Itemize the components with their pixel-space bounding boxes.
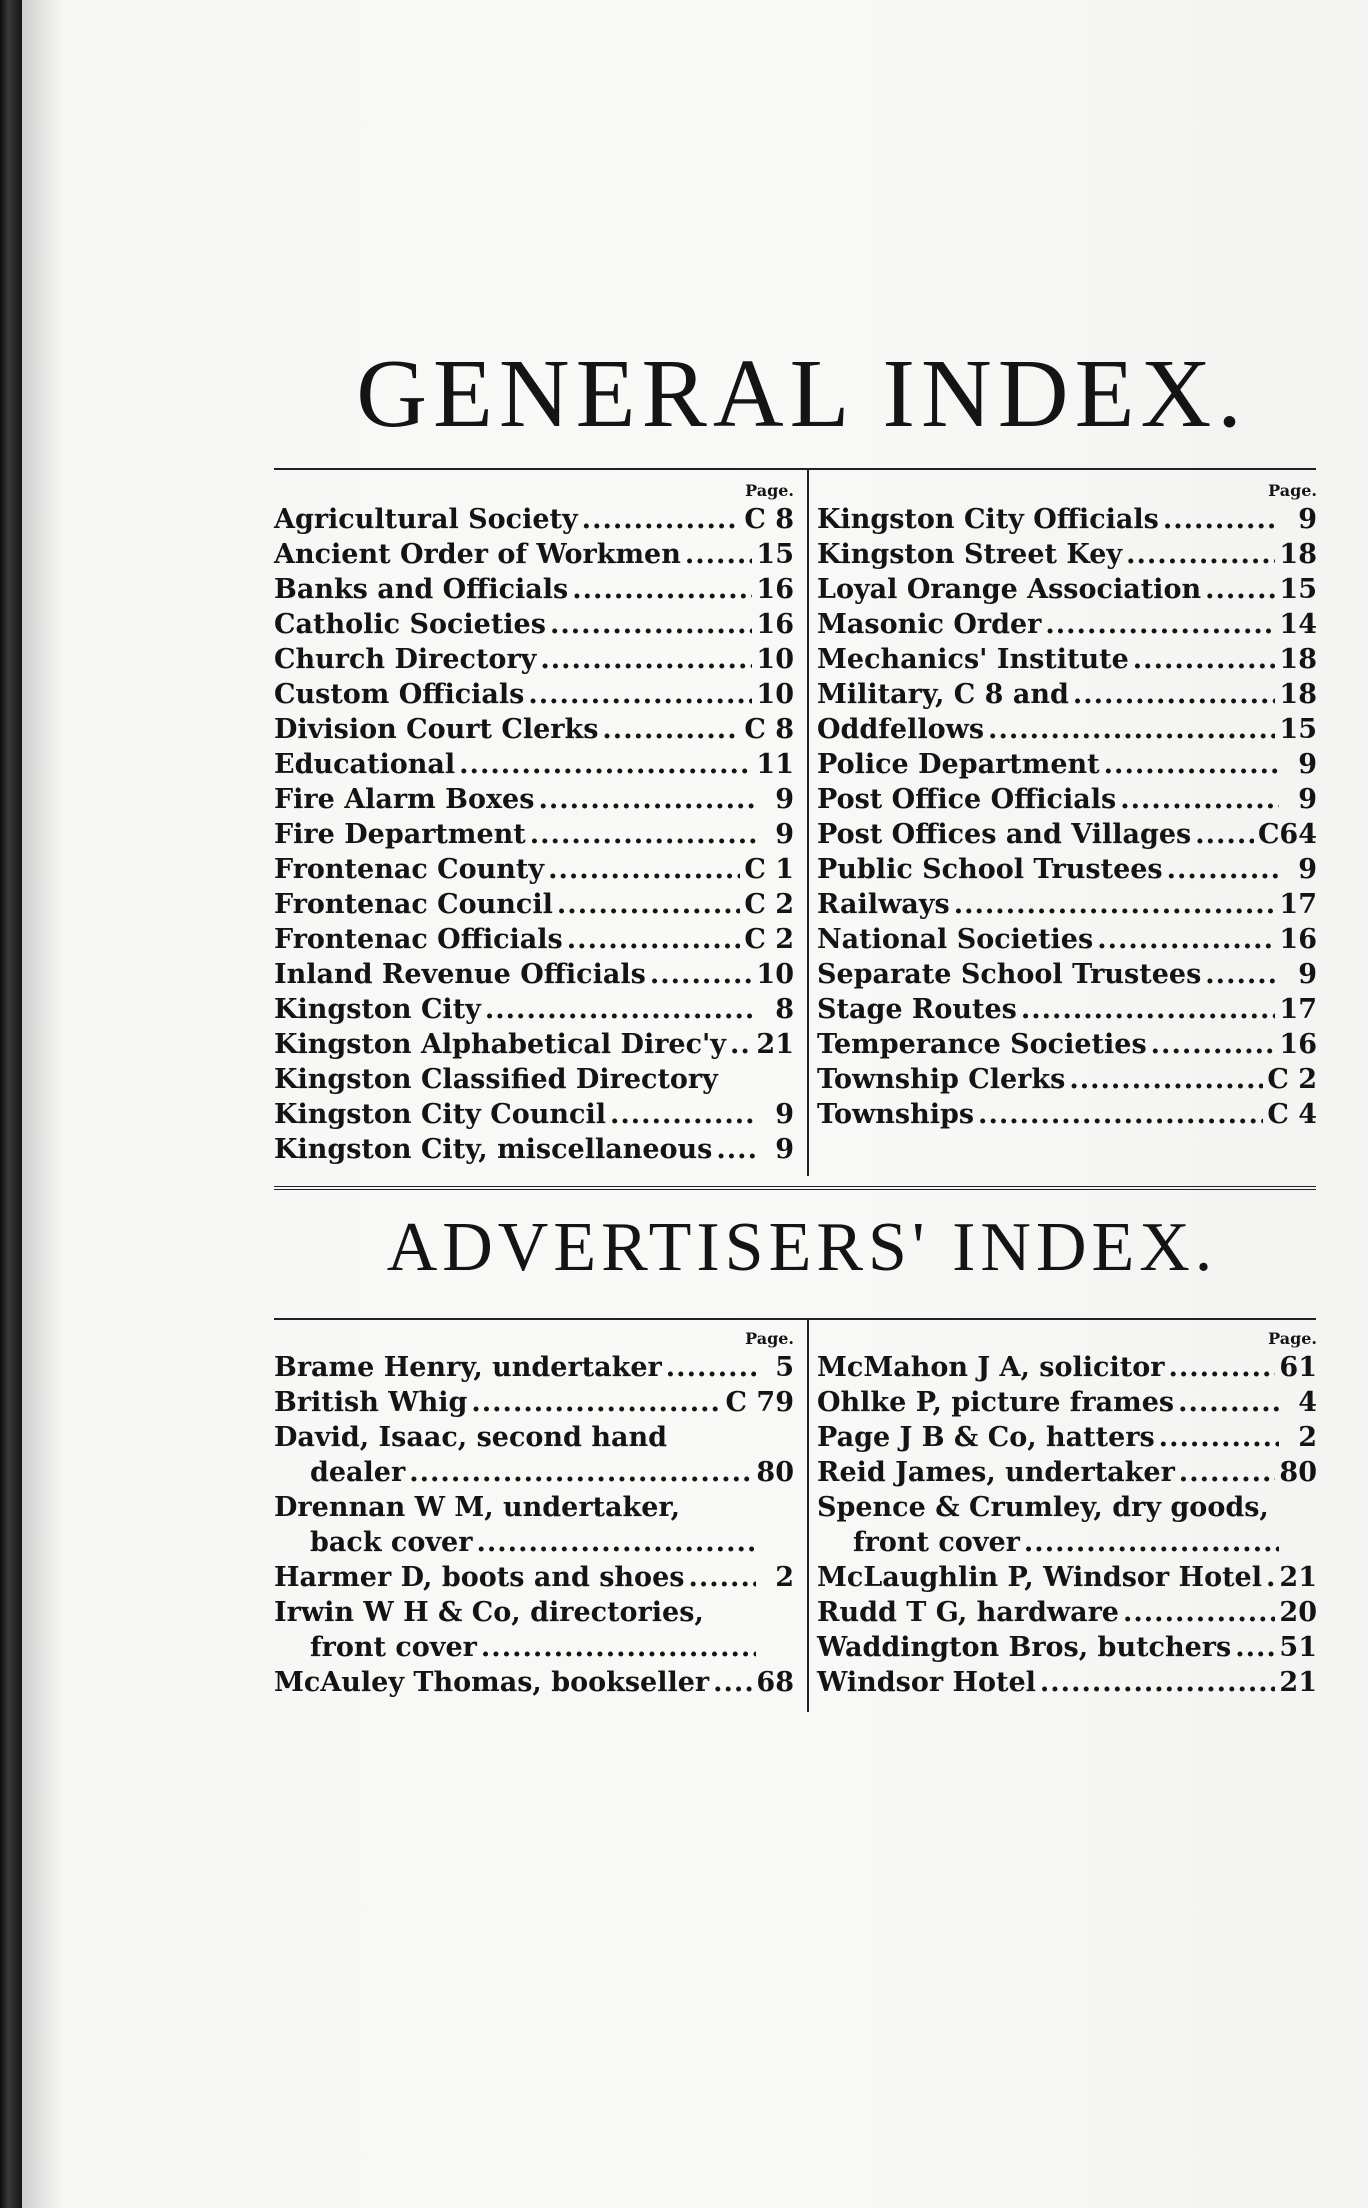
- entry-page: 10: [756, 679, 794, 710]
- advertiser-entry: [817, 1595, 1317, 1630]
- entry-page: 9: [1298, 959, 1317, 990]
- advertisers-index-right-column: [817, 1328, 1317, 1700]
- index-entry: [817, 1027, 1317, 1062]
- entry-page: C64: [1257, 819, 1317, 850]
- entry-page: 14: [1279, 609, 1317, 640]
- entry-page: 17: [1279, 889, 1317, 920]
- advertiser-name: Harmer D, boots and shoes: [274, 1562, 685, 1593]
- page-column-header: Page.: [1268, 481, 1317, 500]
- divider-rule: [274, 1318, 1316, 1320]
- index-entry: [274, 782, 794, 817]
- leader-dots: [610, 1097, 756, 1132]
- entry-name: Townships: [817, 1099, 975, 1130]
- leader-dots: [602, 712, 740, 747]
- leader-dots: [1045, 607, 1275, 642]
- entry-name: Military, C 8 and: [817, 679, 1069, 710]
- advertiser-entry: [817, 1560, 1317, 1595]
- advertiser-page: 4: [1298, 1387, 1317, 1418]
- entry-page: 10: [756, 644, 794, 675]
- leader-dots: [540, 642, 752, 677]
- leader-dots: [1024, 1525, 1279, 1560]
- leader-dots: [954, 887, 1276, 922]
- advertiser-line: [274, 1385, 794, 1420]
- leader-dots: [538, 782, 756, 817]
- entry-page: 9: [775, 1134, 794, 1165]
- leader-dots: [471, 1385, 721, 1420]
- advertiser-page: C 79: [725, 1387, 794, 1418]
- leader-dots: [550, 607, 752, 642]
- advertiser-entry: [817, 1350, 1317, 1385]
- entry-name: Church Directory: [274, 644, 537, 675]
- advertiser-continuation: [817, 1525, 1317, 1560]
- leader-dots: [1195, 817, 1254, 852]
- advertiser-name: Waddington Bros, butchers: [817, 1632, 1232, 1663]
- advertiser-line: [817, 1350, 1317, 1385]
- entry-name: Loyal Orange Association: [817, 574, 1202, 605]
- advertiser-line: [274, 1350, 794, 1385]
- leader-dots: [1151, 1027, 1276, 1062]
- advertiser-cont-text: back cover: [310, 1527, 473, 1558]
- leader-dots: [481, 1630, 756, 1665]
- index-entry: [274, 887, 794, 922]
- leader-dots: [1167, 852, 1279, 887]
- entry-page: C 2: [744, 924, 794, 955]
- leader-dots: [476, 1525, 756, 1560]
- index-entry: [274, 572, 794, 607]
- advertiser-line: [817, 1560, 1317, 1595]
- entry-name: Kingston Classified Directory: [274, 1064, 718, 1095]
- entry-page: 18: [1279, 644, 1317, 675]
- advertiser-page: 68: [756, 1667, 794, 1698]
- column-divider: [807, 470, 809, 1176]
- index-entry: [274, 1097, 794, 1132]
- index-entry: [274, 677, 794, 712]
- entry-page: C 2: [744, 889, 794, 920]
- entry-name: Frontenac County: [274, 854, 545, 885]
- advertiser-name: Rudd T G, hardware: [817, 1597, 1119, 1628]
- leader-dots: [1097, 922, 1275, 957]
- leader-dots: [557, 887, 740, 922]
- entry-name: Kingston City, miscellaneous: [274, 1134, 713, 1165]
- entry-page: C 2: [1267, 1064, 1317, 1095]
- advertiser-name: Reid James, undertaker: [817, 1457, 1175, 1488]
- entry-name: Division Court Clerks: [274, 714, 599, 745]
- entry-page: 21: [756, 1029, 794, 1060]
- advertiser-name: Page J B & Co, hatters: [817, 1422, 1155, 1453]
- entry-name: Catholic Societies: [274, 609, 546, 640]
- index-entry: [817, 992, 1317, 1027]
- entry-name: Custom Officials: [274, 679, 525, 710]
- entry-name: Masonic Order: [817, 609, 1042, 640]
- index-entry: [274, 992, 794, 1027]
- index-entry: [274, 747, 794, 782]
- advertiser-entry: [274, 1665, 794, 1700]
- entry-name: Frontenac Council: [274, 889, 553, 920]
- entry-name: Oddfellows: [817, 714, 985, 745]
- entry-page: 15: [756, 539, 794, 570]
- advertiser-page: 80: [756, 1457, 794, 1488]
- index-entry: [817, 502, 1317, 537]
- advertiser-page: 21: [1279, 1562, 1317, 1593]
- advertisers-index-title: ADVERTISERS' INDEX.: [386, 1209, 1218, 1286]
- entry-page: 16: [756, 574, 794, 605]
- page-column-header: Page.: [1268, 1329, 1317, 1348]
- index-entry: [817, 852, 1317, 887]
- advertiser-page: 51: [1279, 1632, 1317, 1663]
- index-entry: [274, 607, 794, 642]
- advertiser-name: McLaughlin P, Windsor Hotel: [817, 1562, 1262, 1593]
- entry-page: 9: [1298, 504, 1317, 535]
- advertiser-line: [817, 1630, 1317, 1665]
- leader-dots: [1178, 1385, 1279, 1420]
- advertiser-entry: [274, 1350, 794, 1385]
- leader-dots: [567, 922, 741, 957]
- advertiser-page: 20: [1279, 1597, 1317, 1628]
- leader-dots: [572, 572, 752, 607]
- leader-dots: [688, 1560, 756, 1595]
- index-entry: [817, 887, 1317, 922]
- index-entry: [274, 712, 794, 747]
- leader-dots: [459, 747, 752, 782]
- advertiser-line: [274, 1560, 794, 1595]
- general-index-left-column: [274, 480, 794, 1167]
- entry-page: 16: [1279, 924, 1317, 955]
- entry-name: Kingston Alphabetical Direc'y: [274, 1029, 726, 1060]
- leader-dots: [528, 677, 752, 712]
- leader-dots: [1205, 957, 1279, 992]
- leader-dots: [530, 817, 756, 852]
- advertiser-entry: [817, 1420, 1317, 1455]
- leader-dots: [1126, 537, 1275, 572]
- entry-name: Temperance Societies: [817, 1029, 1147, 1060]
- index-entry: [817, 817, 1317, 852]
- leader-dots: [650, 957, 753, 992]
- advertiser-entry: [817, 1665, 1317, 1700]
- advertiser-page: 61: [1279, 1352, 1317, 1383]
- entry-page: 9: [775, 1099, 794, 1130]
- leader-dots: [1168, 1350, 1275, 1385]
- advertiser-name: McAuley Thomas, bookseller: [274, 1667, 710, 1698]
- leader-dots: [409, 1455, 752, 1490]
- leader-dots: [716, 1132, 756, 1167]
- advertiser-name: Irwin W H & Co, directories,: [274, 1597, 704, 1628]
- leader-dots: [1120, 782, 1279, 817]
- general-index-title: GENERAL INDEX.: [356, 340, 1248, 448]
- entry-page: 11: [756, 749, 794, 780]
- entry-name: Educational: [274, 749, 456, 780]
- advertisers-index-left-column: [274, 1328, 794, 1700]
- entry-name: Mechanics' Institute: [817, 644, 1129, 675]
- index-entry: [274, 852, 794, 887]
- advertiser-page: 80: [1279, 1457, 1317, 1488]
- leader-dots: [1179, 1455, 1276, 1490]
- index-entry: [274, 537, 794, 572]
- leader-dots: [485, 992, 756, 1027]
- entry-name: Railways: [817, 889, 950, 920]
- advertiser-cont-text: front cover: [853, 1527, 1020, 1558]
- entry-page: 18: [1279, 539, 1317, 570]
- advertiser-line: [817, 1595, 1317, 1630]
- leader-dots: [1205, 572, 1275, 607]
- advertiser-name: Windsor Hotel: [817, 1667, 1036, 1698]
- advertiser-page: 2: [1298, 1422, 1317, 1453]
- advertiser-cont-text: front cover: [310, 1632, 477, 1663]
- advertiser-entry: [817, 1490, 1317, 1560]
- index-entry: [274, 817, 794, 852]
- leader-dots: [713, 1665, 752, 1700]
- advertiser-line: [817, 1665, 1317, 1700]
- entry-name: Kingston City Council: [274, 1099, 606, 1130]
- entry-page: 18: [1279, 679, 1317, 710]
- leader-dots: [730, 1027, 752, 1062]
- leader-dots: [685, 537, 753, 572]
- entry-name: Separate School Trustees: [817, 959, 1202, 990]
- entry-name: Ancient Order of Workmen: [274, 539, 681, 570]
- leader-dots: [666, 1350, 756, 1385]
- leader-dots: [978, 1097, 1263, 1132]
- index-entry: [817, 957, 1317, 992]
- index-entry: [817, 642, 1317, 677]
- advertiser-line: [274, 1490, 794, 1525]
- index-page: [22, 0, 1368, 2208]
- index-entry: [274, 1027, 794, 1062]
- entry-page: 15: [1279, 714, 1317, 745]
- entry-page: 9: [775, 784, 794, 815]
- leader-dots: [1235, 1630, 1275, 1665]
- divider-rule: [274, 468, 1316, 470]
- index-entry: [274, 1062, 794, 1097]
- column-divider: [807, 1320, 809, 1712]
- index-entry: [274, 502, 794, 537]
- entry-page: 10: [756, 959, 794, 990]
- advertiser-line: [817, 1385, 1317, 1420]
- entry-page: 9: [775, 819, 794, 850]
- index-entry: [817, 572, 1317, 607]
- advertiser-continuation: [274, 1525, 794, 1560]
- entry-name: Frontenac Officials: [274, 924, 563, 955]
- index-entry: [817, 712, 1317, 747]
- entry-name: National Societies: [817, 924, 1094, 955]
- leader-dots: [1123, 1595, 1275, 1630]
- book-spine: [0, 0, 22, 2208]
- advertiser-name: Drennan W M, undertaker,: [274, 1492, 681, 1523]
- index-entry: [274, 1132, 794, 1167]
- entry-name: Inland Revenue Officials: [274, 959, 646, 990]
- advertiser-continuation: [274, 1455, 794, 1490]
- leader-dots: [1040, 1665, 1276, 1700]
- advertiser-name: McMahon J A, solicitor: [817, 1352, 1165, 1383]
- entry-name: Post Office Officials: [817, 784, 1117, 815]
- general-index-right-column: [817, 480, 1317, 1132]
- entry-name: Kingston Street Key: [817, 539, 1123, 570]
- index-entry: [274, 957, 794, 992]
- index-entry: [817, 747, 1317, 782]
- advertiser-entry: [274, 1490, 794, 1560]
- leader-dots: [582, 502, 741, 537]
- entry-page: C 8: [744, 504, 794, 535]
- advertiser-page: 2: [775, 1562, 794, 1593]
- page-column-header: Page.: [745, 1329, 794, 1348]
- entry-page: 17: [1279, 994, 1317, 1025]
- index-entry: [274, 922, 794, 957]
- advertiser-line: [274, 1595, 794, 1630]
- entry-page: C 4: [1267, 1099, 1317, 1130]
- entry-name: Township Clerks: [817, 1064, 1066, 1095]
- entry-page: 15: [1279, 574, 1317, 605]
- leader-dots: [1073, 677, 1276, 712]
- advertiser-line: [817, 1455, 1317, 1490]
- index-entry: [817, 677, 1317, 712]
- leader-dots: [1104, 747, 1279, 782]
- entry-page: C 1: [744, 854, 794, 885]
- entry-name: Fire Alarm Boxes: [274, 784, 535, 815]
- entry-page: 8: [775, 994, 794, 1025]
- entry-page: 9: [1298, 784, 1317, 815]
- advertiser-line: [274, 1665, 794, 1700]
- leader-dots: [988, 712, 1275, 747]
- advertiser-entry: [817, 1385, 1317, 1420]
- entry-page: C 8: [744, 714, 794, 745]
- entry-name: Public School Trustees: [817, 854, 1163, 885]
- advertiser-name: British Whig: [274, 1387, 468, 1418]
- index-entry: [817, 782, 1317, 817]
- entry-page: 16: [1279, 1029, 1317, 1060]
- index-entry: [817, 607, 1317, 642]
- entry-page: 16: [756, 609, 794, 640]
- entry-name: Kingston City: [274, 994, 481, 1025]
- advertiser-page: 21: [1279, 1667, 1317, 1698]
- entry-name: Police Department: [817, 749, 1100, 780]
- advertiser-line: [817, 1490, 1317, 1525]
- leader-dots: [1266, 1560, 1275, 1595]
- advertiser-name: Ohlke P, picture frames: [817, 1387, 1175, 1418]
- advertiser-entry: [274, 1560, 794, 1595]
- advertiser-name: David, Isaac, second hand: [274, 1422, 667, 1453]
- entry-name: Fire Department: [274, 819, 526, 850]
- advertiser-entry: [817, 1455, 1317, 1490]
- leader-dots: [1163, 502, 1279, 537]
- entry-page: 9: [1298, 749, 1317, 780]
- index-entry: [817, 1062, 1317, 1097]
- entry-name: Post Offices and Villages: [817, 819, 1192, 850]
- index-entry: [817, 537, 1317, 572]
- entry-name: Kingston City Officials: [817, 504, 1159, 535]
- leader-dots: [1021, 992, 1276, 1027]
- leader-dots: [548, 852, 740, 887]
- index-entry: [817, 922, 1317, 957]
- section-divider: [274, 1186, 1316, 1194]
- advertiser-entry: [274, 1595, 794, 1665]
- index-entry: [274, 642, 794, 677]
- advertiser-continuation: [274, 1630, 794, 1665]
- advertiser-entry: [274, 1420, 794, 1490]
- leader-dots: [1133, 642, 1276, 677]
- entry-name: Banks and Officials: [274, 574, 569, 605]
- advertiser-line: [817, 1420, 1317, 1455]
- leader-dots: [1159, 1420, 1279, 1455]
- advertiser-entry: [274, 1385, 794, 1420]
- index-entry: [817, 1097, 1317, 1132]
- advertiser-name: Brame Henry, undertaker: [274, 1352, 662, 1383]
- advertiser-line: [274, 1420, 794, 1455]
- page-column-header: Page.: [745, 481, 794, 500]
- leader-dots: [1069, 1062, 1263, 1097]
- entry-page: 9: [1298, 854, 1317, 885]
- entry-name: Agricultural Society: [274, 504, 578, 535]
- advertiser-cont-text: dealer: [310, 1457, 406, 1488]
- advertiser-entry: [817, 1630, 1317, 1665]
- advertiser-name: Spence & Crumley, dry goods,: [817, 1492, 1269, 1523]
- advertiser-page: 5: [775, 1352, 794, 1383]
- entry-name: Stage Routes: [817, 994, 1017, 1025]
